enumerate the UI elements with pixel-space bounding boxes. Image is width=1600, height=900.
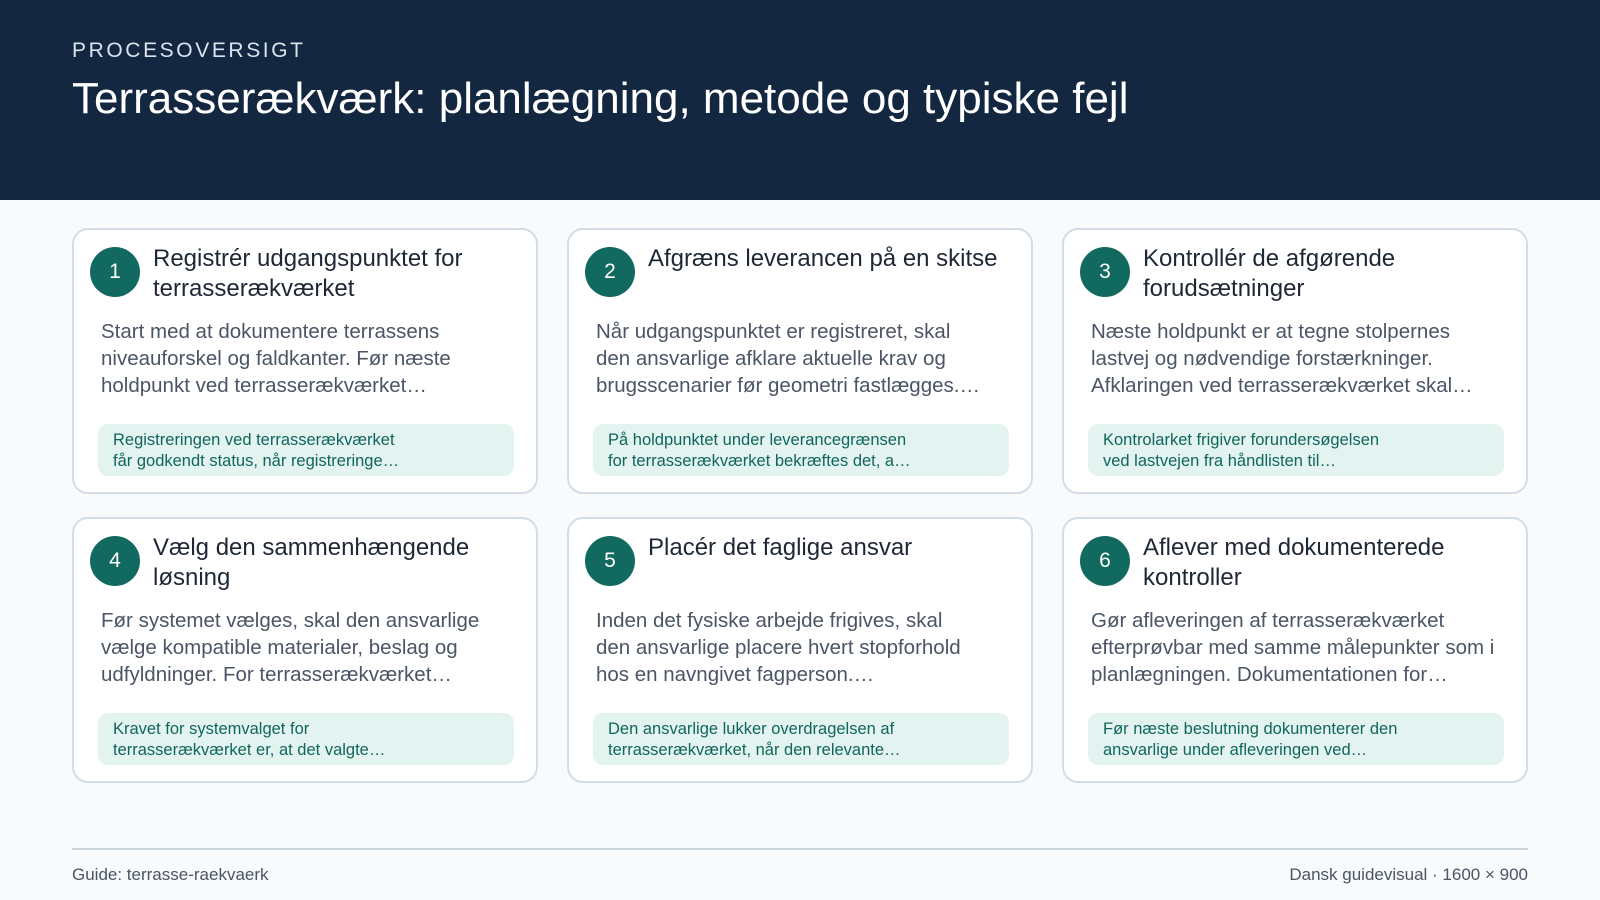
step-number-badge: 1: [90, 247, 140, 297]
footer-divider: [72, 848, 1528, 850]
step-number-badge: 5: [585, 536, 635, 586]
step-number-badge: 6: [1080, 536, 1130, 586]
step-title: Vælg den sammenhængende løsning: [153, 534, 470, 591]
page-title: Terrasserækværk: planlægning, metode og typiske fejl: [72, 74, 1129, 123]
step-number-badge: 4: [90, 536, 140, 586]
step-note: Registreringen ved terrasserækværket får godkendt status, når registreringe…: [98, 424, 514, 476]
step-note: På holdpunktet under leverancegrænsen for terrasserækværket bekræftes det, a…: [593, 424, 1009, 476]
step-note: Før næste beslutning dokumenterer den ansvarlige under afleveringen ved…: [1088, 713, 1504, 765]
step-description: Når udgangspunktet er registreret, skal den ansvarlige afklare aktuelle krav og brugsscenarier før geometri fastlægges.…: [596, 320, 980, 397]
step-description: Gør afleveringen af terrasserækværket efterprøvbar med samme målepunkter som i planlægningen. Dokumentationen for…: [1091, 609, 1495, 686]
step-description: Næste holdpunkt er at tegne stolpernes lastvej og nødvendige forstærkninger. Afklaringen ved terrasserækværket skal…: [1091, 320, 1473, 397]
step-card-5: [567, 517, 1033, 783]
step-title: Placér det faglige ansvar: [648, 534, 913, 561]
step-description: Inden det fysiske arbejde frigives, skal den ansvarlige placere hvert stopforhold hos en navngivet fagperson.…: [596, 609, 961, 686]
step-title: Afgræns leverancen på en skitse: [648, 245, 998, 272]
step-number-badge: 2: [585, 247, 635, 297]
step-card-1: [72, 228, 538, 494]
step-title: Registrér udgangspunktet for terrasserækværket: [153, 245, 463, 302]
eyebrow-label: PROCESOVERSIGT: [72, 39, 306, 62]
step-description: Start med at dokumentere terrassens niveauforskel og faldkanter. Før næste holdpunkt ved terrasserækværket…: [101, 320, 451, 397]
step-number-badge: 3: [1080, 247, 1130, 297]
footer-meta-label: Dansk guidevisual · 1600 × 900: [1289, 865, 1528, 884]
process-steps-grid: [72, 228, 1528, 783]
step-title: Aflever med dokumenterede kontroller: [1143, 534, 1445, 591]
step-card-4: [72, 517, 538, 783]
step-title: Kontrollér de afgørende forudsætninger: [1143, 245, 1396, 302]
step-description: Før systemet vælges, skal den ansvarlige vælge kompatible materialer, beslag og udfyldninger. For terrasserækværket…: [101, 609, 480, 686]
step-note: Kravet for systemvalget for terrasserækværket er, at det valgte…: [98, 713, 514, 765]
step-card-2: [567, 228, 1033, 494]
header-banner: [0, 0, 1600, 200]
step-note: Kontrolarket frigiver forundersøgelsen ved lastvejen fra håndlisten til…: [1088, 424, 1504, 476]
step-card-6: [1062, 517, 1528, 783]
step-card-3: [1062, 228, 1528, 494]
step-note: Den ansvarlige lukker overdragelsen af terrasserækværket, når den relevante…: [593, 713, 1009, 765]
footer-guide-label: Guide: terrasse-raekvaerk: [72, 865, 269, 884]
